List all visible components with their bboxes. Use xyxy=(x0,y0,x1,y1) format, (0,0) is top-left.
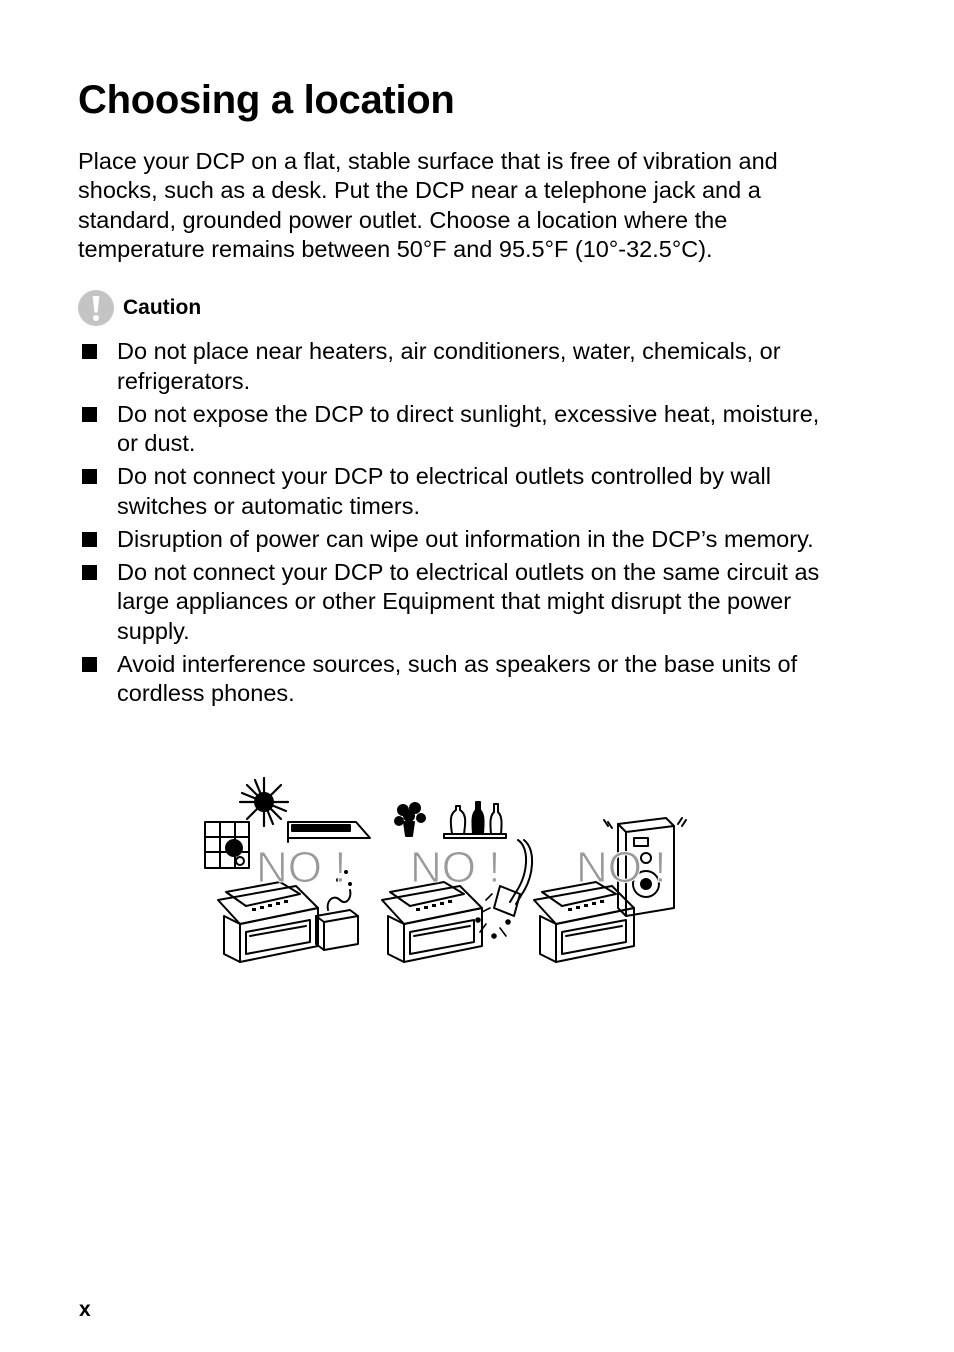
no-label: NO ! xyxy=(256,843,347,892)
list-item-text: Disruption of power can wipe out information in the DCP’s memory. xyxy=(117,525,814,552)
chemical-bottles-icon xyxy=(444,802,506,838)
square-bullet-icon xyxy=(82,344,97,359)
list-item-text: Do not expose the DCP to direct sunlight, excessive heat, moisture, or dust. xyxy=(117,400,820,456)
dcp-machine-icon xyxy=(534,882,634,962)
square-bullet-icon xyxy=(82,407,97,422)
list-item xyxy=(78,650,838,709)
heater-icon xyxy=(316,890,358,950)
list-item-text: Do not connect your DCP to electrical outlets controlled by wall switches or automatic timers. xyxy=(117,463,771,519)
list-item xyxy=(78,337,838,396)
list-item-text: Do not place near heaters, air conditioners, water, chemicals, or refrigerators. xyxy=(117,338,781,394)
list-item-text: Avoid interference sources, such as speakers or the base units of cordless phones. xyxy=(117,650,798,706)
caution-label: Caution xyxy=(123,296,202,319)
dcp-machine-icon xyxy=(218,882,318,962)
range-hood-icon xyxy=(288,822,370,842)
square-bullet-icon xyxy=(82,565,97,580)
placement-hazards-illustration xyxy=(200,776,700,972)
intro-paragraph: Place your DCP on a flat, stable surface that is free of vibration and shocks, such as a desk. Put the DCP near a telephone jack and a standard, grounded power outlet. Choose a location where the temperature remains between 50°F and 95.5°F (10°-32.5°C). xyxy=(78,148,778,262)
exclamation-circle-icon xyxy=(78,290,114,326)
square-bullet-icon xyxy=(82,657,97,672)
list-item xyxy=(78,558,838,647)
sun-icon xyxy=(240,778,288,826)
list-item xyxy=(78,462,838,521)
square-bullet-icon xyxy=(82,469,97,484)
dcp-machine-icon xyxy=(382,882,482,962)
caution-list xyxy=(78,337,838,712)
caution-header xyxy=(78,290,201,326)
square-bullet-icon xyxy=(82,532,97,547)
no-label: NO ! xyxy=(576,843,667,892)
page-number: x xyxy=(79,1298,91,1321)
list-item xyxy=(78,525,838,555)
air-conditioner-icon xyxy=(205,822,249,868)
plant-icon xyxy=(395,803,425,836)
list-item xyxy=(78,400,838,459)
no-label: NO ! xyxy=(410,843,501,892)
page-title: Choosing a location xyxy=(78,78,455,122)
list-item-text: Do not connect your DCP to electrical outlets on the same circuit as large appliances or other Equipment that might disrupt the power supply. xyxy=(117,558,820,644)
